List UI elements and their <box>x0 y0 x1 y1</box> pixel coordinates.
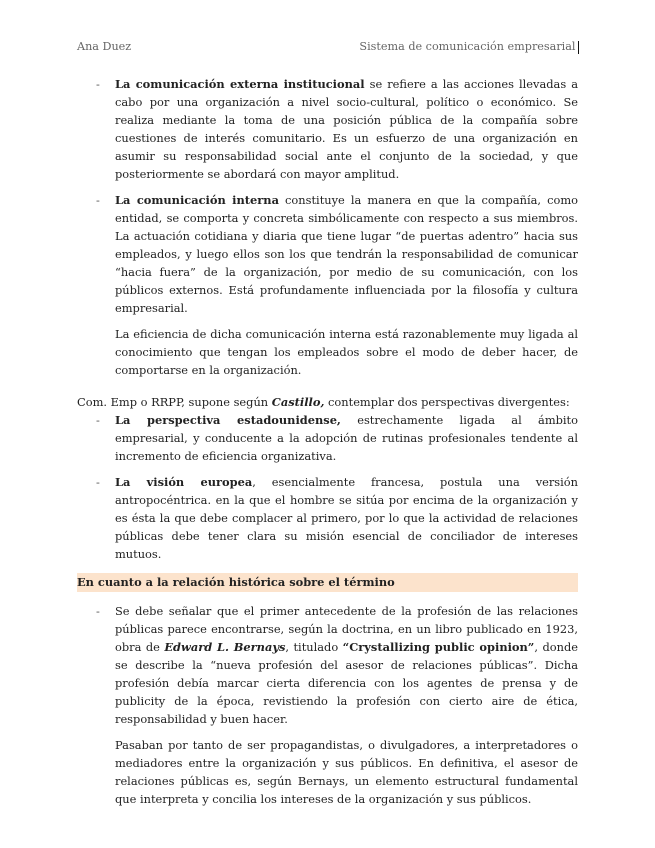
bullet-dash: - <box>96 475 100 489</box>
page-header <box>77 40 579 54</box>
paragraph-historia-2: Pasaban por tanto de ser propagandistas, o divulgadores, a interpretadores o mediadores entre la organización y sus públicos. En definitiva, el asesor de relaciones públicas es, según Bernays, un elemento estructural fundamental que interpreta y concilia los intereses de la organización y sus públicos. <box>115 738 578 806</box>
paragraph-intro: Com. Emp o RRPP, supone según Castillo, contemplar dos perspectivas divergentes: <box>77 395 570 409</box>
header-right <box>359 40 579 54</box>
paragraph-historia-1: Se debe señalar que el primer antecedente de la profesión de las relaciones públicas parece encontrarse, según la doctrina, en un libro publicado en 1923, obra de Edward L. Bernays, titulado “Crystallizing public opinion”, donde se describe la “nueva profesión del asesor de relaciones públicas”. Dicha profesión debía marcar cierta diferencia con los agentes de prensa y de publicity de la época, revistiendo la profesión con cierto aire de ética, responsabilidad y buen hacer. <box>115 604 578 726</box>
paragraph-externa: La comunicación externa institucional se refiere a las acciones llevadas a cabo por una organización a nivel socio-cultural, político o económico. Se realiza mediante la toma de una posición pública de la compañía sobre cuestiones de interés comunitario. Es un esfuerzo de una organización en asumir su responsabilidad social ante el conjunto de la sociedad, y que posteriormente se abordará con mayor amplitud. <box>115 77 578 181</box>
bullet-dash: - <box>96 413 100 427</box>
bullet-dash: - <box>96 193 100 207</box>
paragraph-europea: La visión europea, esencialmente francesa, postula una versión antropocéntrica. en la que el hombre se sitúa por encima de la organización y es ésta la que debe complacer al primero, por lo que la actividad de relaciones públicas debe tener clara su misión esencial de conciliador de intereses mutuos. <box>115 475 578 561</box>
header-author: Ana Duez <box>77 40 132 53</box>
paragraph-interna: La comunicación interna constituye la manera en que la compañía, como entidad, se comporta y concreta simbólicamente con respecto a sus miembros. La actuación cotidiana y diaria que tiene lugar “de puertas adentro” hacia sus empleados, y luego ellos son los que tendrán la responsabilidad de comunicar “hacia fuera” de la organización, por medio de su comunicación, con los públicos externos. Está profundamente influenciada por la filosofía y cultura empresarial. <box>115 193 578 315</box>
list-item <box>77 411 578 465</box>
document-body <box>77 75 578 808</box>
list-item <box>77 602 578 808</box>
paragraph-interna-extra: La eficiencia de dicha comunicación interna está razonablemente muy ligada al conocimiento que tengan los empleados sobre el modo de deber hacer, de comportarse en la organización. <box>115 327 578 377</box>
bullet-dash: - <box>96 77 100 91</box>
list-item <box>77 473 578 563</box>
bullet-dash: - <box>96 604 100 618</box>
list-item <box>77 75 578 183</box>
header-doc-title: Sistema de comunicación empresarial <box>359 40 576 53</box>
paragraph-estadounidense: La perspectiva estadounidense, estrechamente ligada al ámbito empresarial, y conducente a la adopción de rutinas profesionales tendente al incremento de eficiencia organizativa. <box>115 413 578 463</box>
section-heading: En cuanto a la relación histórica sobre el término <box>77 573 578 592</box>
list-item <box>77 191 578 379</box>
text-cursor <box>578 41 580 54</box>
